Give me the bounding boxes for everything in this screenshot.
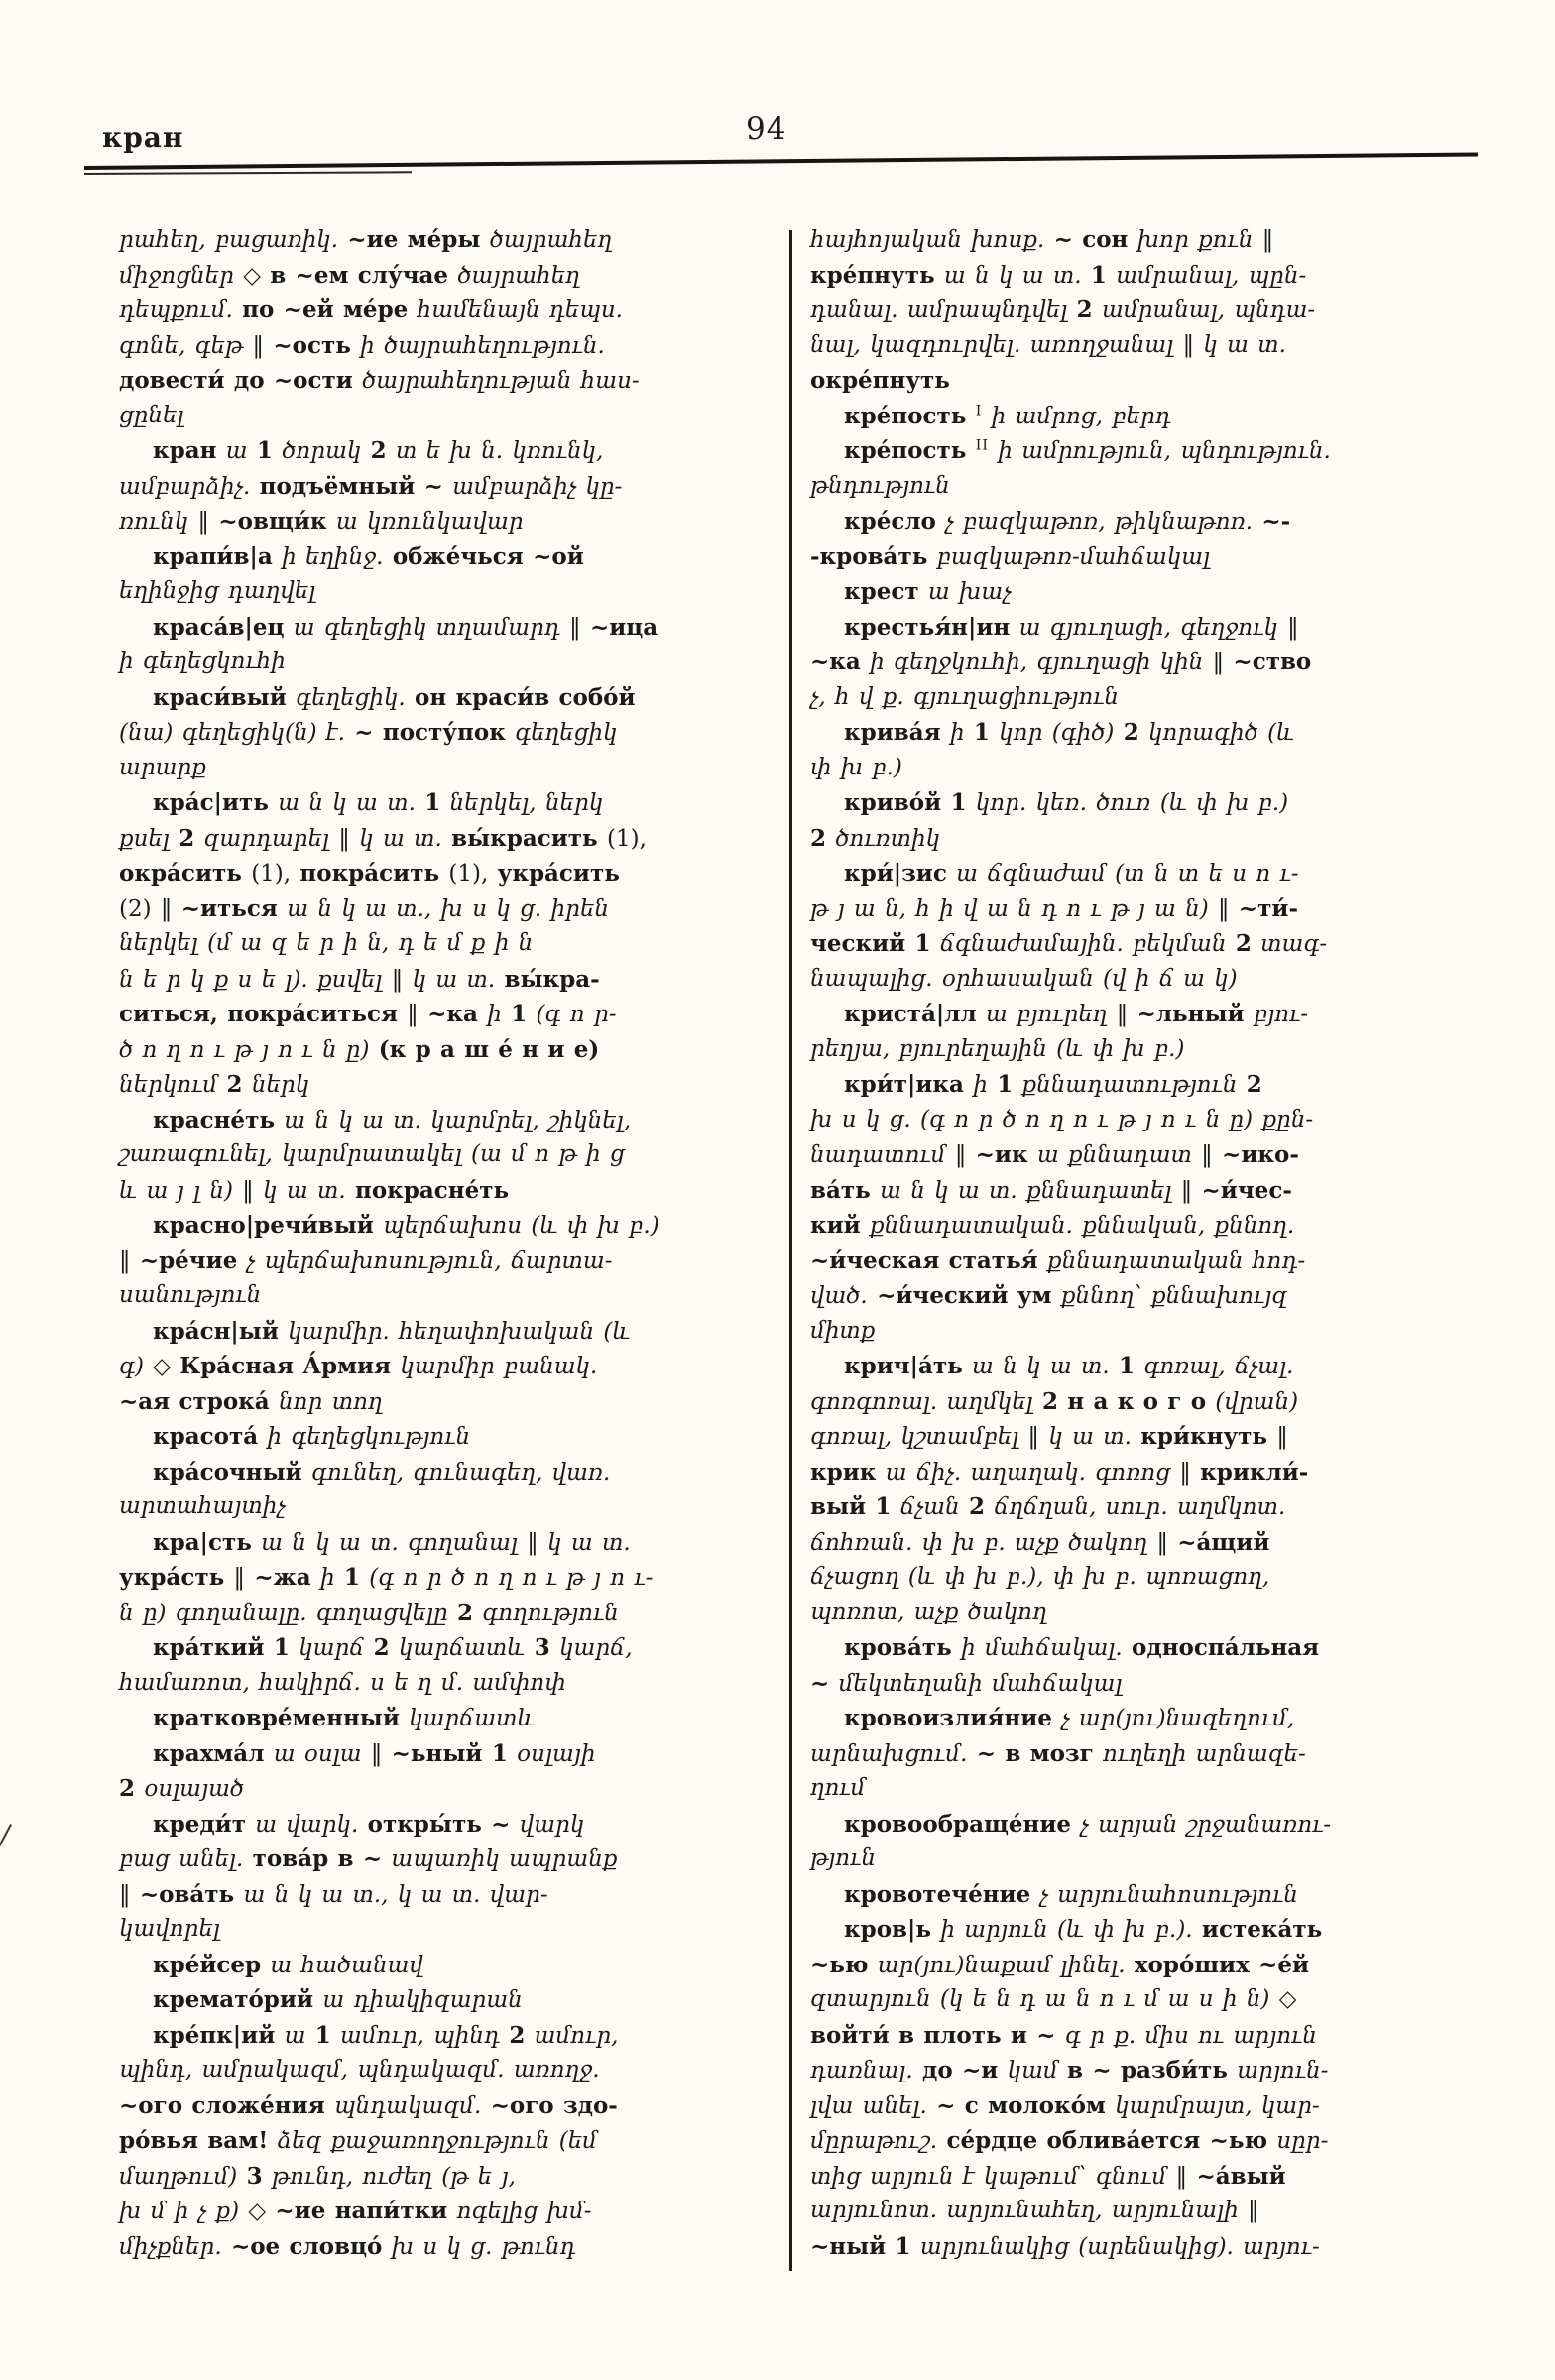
dictionary-line: краса́в|ец ա գեղեցիկ տղամարդ ‖ ~ица — [153, 613, 658, 641]
dictionary-line: кий քննադատական. քննական, քննող. — [810, 1212, 1295, 1239]
dictionary-line: кре́пк|ий ա 1 ամուր, պինդ 2 ամուր, — [153, 2021, 619, 2049]
dictionary-line: кри́|зис ա ճգնաժամ (տ ն տ ե ս ո ւ- — [844, 860, 1299, 887]
dictionary-line: ճոհռան. փ խ բ. աչք ծակող ‖ ~а́щий — [810, 1528, 1270, 1556]
dictionary-line: креди́т ա վարկ. откры́ть ~ վարկ — [153, 1810, 585, 1838]
dictionary-line: ճչացող (և փ խ բ.), փ խ բ. պոռացող, — [810, 1564, 1270, 1590]
dictionary-line: թ յ ա ն, հ ի վ ա ն դ ո ւ թ յ ա ն) ‖ ~ти́- — [810, 894, 1298, 922]
dictionary-line: պինդ, ամրակազմ, պնդակազմ. առողջ. — [119, 2057, 600, 2082]
dictionary-line: ~ մեկտեղանի մահճակալ — [810, 1669, 1123, 1697]
dictionary-line: եղինջից դաղվել — [119, 578, 316, 604]
dictionary-line: криста́|лл ա բյուրեղ ‖ ~льный բյու- — [844, 1001, 1309, 1027]
dictionary-line: кри́т|ика ի 1 քննադատություն 2 — [844, 1071, 1262, 1098]
dictionary-line: кремато́рий ա դիակիզարան — [153, 1986, 523, 2013]
dictionary-line: ситься, покра́ситься ‖ ~ка ի 1 (գ ո ր- — [119, 1001, 617, 1027]
dictionary-line: ‖ ~ре́чие չ պերճախոսություն, ճարտա- — [119, 1247, 613, 1274]
dictionary-line: (նա) գեղեցիկ(ն) է. ~ посту́пок գեղեցիկ — [119, 719, 618, 746]
dictionary-line: крова́ть ի մահճակալ. односпа́льная — [844, 1634, 1320, 1661]
dictionary-line: крахма́л ա օսլա ‖ ~ьный 1 օսլայի — [153, 1739, 596, 1767]
dictionary-line: կավորել — [119, 1916, 220, 1942]
dictionary-line: ն ե ր կ ք ս ե լ). քսվել ‖ կ ա տ. вы́кра- — [119, 965, 600, 993]
dictionary-line: խ մ ի չ ք) ◇ ~ие напи́тки ոգելից խմ- — [119, 2198, 592, 2224]
dictionary-line: և ա յ լ ն) ‖ կ ա տ. покрасне́ть — [119, 1176, 510, 1204]
dictionary-line: кре́пость $^{II}$ ի ամրություն, պնդություն. — [844, 437, 1331, 464]
header-rule — [84, 153, 1478, 170]
dictionary-line: գոռգոռալ. աղմկել 2 н а к о г о (վրան) — [810, 1387, 1299, 1415]
dictionary-line: միջոցներ ◇ в ~ем слу́чае ծայրահեղ — [119, 261, 580, 289]
dictionary-line: ~ая строка́ նոր տող — [119, 1387, 383, 1415]
dictionary-line: кра́сн|ый կարմիր. հեղափոխական (և — [153, 1317, 631, 1345]
dictionary-line: красота́ ի գեղեցկություն — [153, 1423, 471, 1450]
dictionary-line: գոնե, գեթ ‖ ~ость ի ծայրահեղություն. — [119, 331, 605, 359]
dictionary-line: գոռալ, կշտամբել ‖ կ ա տ. кри́кнуть ‖ — [810, 1423, 1288, 1450]
dictionary-line: ի գեղեցկուհի — [119, 649, 286, 674]
dictionary-line: довести́ до ~ости ծայրահեղության հաս- — [119, 367, 640, 394]
column-divider — [789, 230, 792, 2271]
dictionary-line: ցընել — [119, 402, 184, 428]
dictionary-line: кра́ткий 1 կարճ 2 կարճատև 3 կարճ, — [153, 1634, 633, 1661]
dictionary-line: крива́я ի 1 կոր (գիծ) 2 կորագիծ (և — [844, 719, 1295, 746]
header-rule-secondary — [84, 171, 412, 175]
right-column — [810, 226, 1475, 2268]
dictionary-line: մաղթում) 3 թունդ, ուժեղ (թ ե յ, — [119, 2162, 516, 2190]
dictionary-line: кре́пость $^I$ ի ամրոց, բերդ — [844, 402, 1171, 429]
dictionary-line: -крова́ть բազկաթոռ-մահճակալ — [810, 542, 1211, 570]
dictionary-line: кра́с|ить ա ն կ ա տ. 1 ներկել, ներկ — [153, 789, 604, 816]
left-column — [119, 226, 769, 2268]
scan-artifact — [0, 1824, 12, 1847]
dictionary-line: պոռոտ, աչք ծակող — [810, 1599, 1047, 1625]
dictionary-line: кре́пнуть ա ն կ ա տ. 1 ամրանալ, պըն- — [810, 261, 1307, 289]
dictionary-line: окре́пнуть — [810, 367, 950, 394]
dictionary-line: крестья́н|ин ա գյուղացի, գեղջուկ ‖ — [844, 613, 1299, 641]
dictionary-line: հայհոյական խոսք. ~ сон խոր քուն ‖ — [810, 226, 1274, 253]
dictionary-line: кра|сть ա ն կ ա տ. գողանալ ‖ կ ա տ. — [153, 1528, 631, 1556]
dictionary-line: րահեղ, բացառիկ. ~ие ме́ры ծայրահեղ — [119, 226, 613, 253]
dictionary-line: крапи́в|а ի եղինջ. обже́чься ~ой — [153, 542, 584, 570]
dictionary-line: ամբարձիչ. подъёмный ~ ամբարձիչ կը- — [119, 472, 623, 500]
dictionary-line: փ խ բ.) — [810, 754, 902, 780]
dictionary-line: ~ный 1 արյունակից (արենակից). արյու- — [810, 2232, 1320, 2260]
dictionary-line: զտարյուն (կ ե ն դ ա ն ո ւ մ ա ս ի ն) ◇ — [810, 1986, 1297, 2012]
dictionary-line: տից արյուն է կաթում՝ գնում ‖ ~а́вый — [810, 2162, 1286, 2190]
dictionary-line: մըրաթուշ. се́рдце облива́ется ~ью սըր- — [810, 2127, 1329, 2154]
dictionary-line: кровоизлия́ние չ ար(յու)նազեղում, — [844, 1705, 1295, 1731]
dictionary-line: войти́ в плоть и ~ գ ր ք. միս ու արյուն — [810, 2021, 1317, 2049]
dictionary-line: դեպքում. по ~ей ме́ре համենայն դեպս. — [119, 297, 623, 323]
dictionary-line: ~и́ческая статья́ քննադատական հոդ- — [810, 1247, 1306, 1274]
dictionary-line: միչքներ. ~ое словцо́ խ ս կ ց. թունդ — [119, 2232, 576, 2260]
dictionary-line: кра́сочный գունեղ, գունագեղ, վառ. — [153, 1458, 611, 1486]
dictionary-line: вый 1 ճչան 2 ճղճղան, սուր. աղմկոտ. — [810, 1493, 1286, 1520]
dictionary-line: ~ью ար(յու)նաքամ լինել. хоро́ших ~е́й — [810, 1951, 1310, 1978]
dictionary-line: ‖ ~ова́ть ա ն կ ա տ., կ ա տ. վար- — [119, 1880, 548, 1908]
dictionary-line: краси́вый գեղեցիկ. он краси́в собо́й — [153, 683, 636, 711]
dictionary-line: кран ա 1 ծորակ 2 տ ե խ ն. կռունկ, — [153, 437, 604, 464]
header-page-number: 94 — [746, 111, 787, 147]
dictionary-line: բաց անել. това́р в ~ ապառիկ ապրանք — [119, 1845, 618, 1872]
dictionary-line: քսել 2 զարդարել ‖ կ ա տ. вы́красить (1), — [119, 824, 647, 852]
dictionary-line: ռունկ ‖ ~овщи́к ա կռունկավար — [119, 508, 524, 535]
dictionary-line: արարք — [119, 754, 206, 780]
dictionary-line: 2 ծուռտիկ — [810, 824, 941, 852]
dictionary-line: кре́йсер ա հածանավ — [153, 1951, 423, 1978]
dictionary-line: (2) ‖ ~иться ա ն կ ա տ., խ ս կ ց. իրեն — [119, 894, 610, 922]
dictionary-line: красно|речи́вый պերճախոս (և փ խ բ.) — [153, 1212, 659, 1239]
dictionary-line: кров|ь ի արյուն (և փ խ բ.). истека́ть — [844, 1916, 1323, 1943]
dictionary-line: кратковре́менный կարճատև — [153, 1705, 536, 1731]
dictionary-line: ծ ո ղ ո ւ թ յ ո ւ ն ը) (к р а ш е́ н и е) — [119, 1035, 600, 1063]
dictionary-line: ներկում 2 ներկ — [119, 1071, 310, 1098]
dictionary-line: кровотече́ние չ արյունահոսություն — [844, 1880, 1298, 1908]
dictionary-line: 2 օսլայած — [119, 1775, 245, 1802]
dictionary-line: укра́сть ‖ ~жа ի 1 (գ ո ր ծ ո ղ ո ւ թ յ ո ւ- — [119, 1564, 654, 1591]
dictionary-line: красне́ть ա ն կ ա տ. կարմրել, շիկնել, — [153, 1106, 632, 1133]
dictionary-line: նապալից. օրհասական (վ ի ճ ա կ) — [810, 965, 1238, 992]
dictionary-line: արնախցում. ~ в мозг ուղեղի արնազե- — [810, 1739, 1306, 1767]
dictionary-line: թնդություն — [810, 472, 950, 499]
header-catchword: кран — [102, 121, 184, 154]
dictionary-line: համառոտ, հակիրճ. ս ե ղ մ. ամփոփ — [119, 1669, 566, 1696]
dictionary-line: միտք — [810, 1317, 876, 1344]
dictionary-line: ղում — [810, 1775, 866, 1801]
dictionary-line: ~ого сложе́ния պնդակազմ. ~ого здо- — [119, 2091, 618, 2119]
dictionary-line: крич|а́ть ա ն կ ա տ. 1 գոռալ, ճչալ. — [844, 1353, 1294, 1379]
dictionary-line: արտահայտիչ — [119, 1493, 286, 1519]
dictionary-line: թյուն — [810, 1845, 876, 1871]
dictionary-line: ն ը) գողանալը. գողացվելը 2 գողություն — [119, 1599, 619, 1626]
dictionary-line: ~ка ի գեղջկուհի, գյուղացի կին ‖ ~ство — [810, 649, 1312, 675]
dictionary-line: крик ա ճիչ. աղաղակ. գոռոց ‖ крикли́- — [810, 1458, 1309, 1486]
dictionary-line: նալ, կազդուրվել. առողջանալ ‖ կ ա տ. — [810, 331, 1286, 358]
dictionary-line: րեղյա, բյուրեղային (և փ խ բ.) — [810, 1035, 1185, 1062]
dictionary-line: սանություն — [119, 1282, 262, 1308]
dictionary-line: ва́ть ա ն կ ա տ. քննադատել ‖ ~и́чес- — [810, 1176, 1292, 1204]
dictionary-line: ро́вья вам! ձեզ քաջառողջություն (եմ — [119, 2127, 597, 2154]
dictionary-line: ներկել (մ ա զ ե ր ի ն, դ ե մ ք ի ն — [119, 930, 534, 956]
dictionary-line: խ ս կ ց. (գ ո ր ծ ո ղ ո ւ թ յ ո ւ ն ը) քըն- — [810, 1106, 1314, 1132]
dictionary-line: գ) ◇ Кра́сная А́рмия կարմիր բանակ. — [119, 1353, 598, 1379]
dictionary-line: кровообраще́ние չ արյան շրջանառու- — [844, 1810, 1332, 1838]
dictionary-line: крест ա խաչ — [844, 578, 1012, 605]
dictionary-line: криво́й 1 կոր. կեռ. ծուռ (և փ խ բ.) — [844, 789, 1289, 816]
dictionary-line: շառագունել, կարմրատակել (ա մ ո թ ի ց — [119, 1141, 625, 1167]
dictionary-line: кре́сло չ բազկաթոռ, թիկնաթոռ. ~- — [844, 508, 1291, 535]
dictionary-line: նադատում ‖ ~ик ա քննադատ ‖ ~ико- — [810, 1141, 1299, 1168]
dictionary-line: окра́сить (1), покра́сить (1), укра́сить — [119, 860, 620, 887]
dictionary-line: լվա անել. ~ с молоко́м կարմրայտ, կար- — [810, 2091, 1320, 2119]
dictionary-line: ческий 1 ճգնաժամային. բեկման 2 տագ- — [810, 930, 1328, 957]
dictionary-line: դառնալ. до ~и կամ в ~ разби́ть արյուն- — [810, 2057, 1329, 2083]
dictionary-line: արյունոտ. արյունահեղ, արյունալի ‖ — [810, 2198, 1259, 2223]
dictionary-line: ված. ~и́ческий ум քննող՝ քննախույզ — [810, 1282, 1288, 1309]
dictionary-line: դանալ. ամրապնդվել 2 ամրանալ, պնդա- — [810, 297, 1316, 323]
dictionary-line: չ, հ վ ք. գյուղացիություն — [810, 683, 1119, 710]
